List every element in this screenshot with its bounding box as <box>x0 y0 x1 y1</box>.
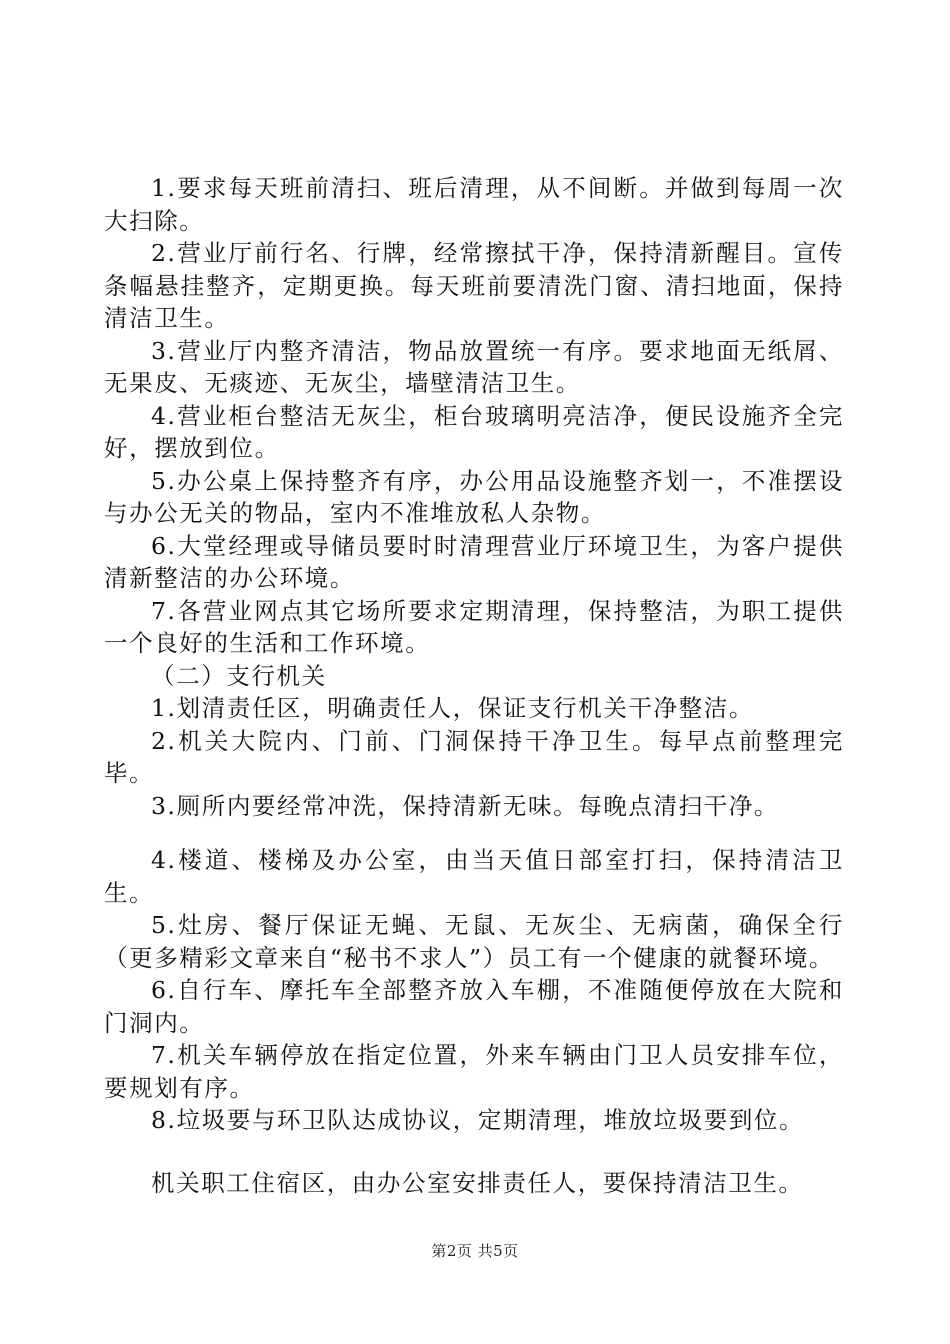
paragraph-hall-item-1: 1.要求每天班前清扫、班后清理，从不间断。并做到每周一次大扫除。 <box>104 174 844 235</box>
paragraph-office-item-1: 1.划清责任区，明确责任人，保证支行机关干净整洁。 <box>151 694 754 722</box>
paragraph-office-item-8: 8.垃圾要与环卫队达成协议，定期清理，堆放垃圾要到位。 <box>151 1106 805 1134</box>
paragraph-office-item-6: 6.自行车、摩托车全部整齐放入车棚，不准随便停放在大院和门洞内。 <box>104 976 844 1037</box>
paragraph-office-item-7: 7.机关车辆停放在指定位置，外来车辆由门卫人员安排车位，要规划有序。 <box>104 1041 844 1102</box>
section-heading-branch-office: （二）支行机关 <box>151 661 327 690</box>
document-body <box>104 172 844 1199</box>
paragraph-hall-item-4: 4.营业柜台整洁无灰尘，柜台玻璃明亮洁净，便民设施齐全完好，摆放到位。 <box>104 401 844 462</box>
paragraph-hall-item-7: 7.各营业网点其它场所要求定期清理，保持整洁，为职工提供一个良好的生活和工作环境。 <box>104 596 844 657</box>
paragraph-office-item-3: 3.厕所内要经常冲洗，保持清新无味。每晚点清扫干净。 <box>151 791 780 820</box>
paragraph-hall-item-3: 3.营业厅内整齐清洁，物品放置统一有序。要求地面无纸屑、无果皮、无痰迹、无灰尘，墙壁清洁卫生。 <box>104 336 844 397</box>
paragraph-dormitory: 机关职工住宿区，由办公室安排责任人，要保持清洁卫生。 <box>151 1168 804 1197</box>
paragraph-hall-item-6: 6.大堂经理或导储员要时时清理营业厅环境卫生，为客户提供清新整洁的办公环境。 <box>104 531 844 592</box>
paragraph-office-item-4: 4.楼道、楼梯及办公室，由当天值日部室打扫，保持清洁卫生。 <box>104 846 844 907</box>
paragraph-hall-item-5: 5.办公桌上保持整齐有序，办公用品设施整齐划一，不准摆设与办公无关的物品，室内不准堆放私人杂物。 <box>104 466 844 527</box>
paragraph-office-item-5: 5.灶房、餐厅保证无蝇、无鼠、无灰尘、无病菌，确保全行（更多精彩文章来自“秘书不求人”）员工有一个健康的就餐环境。 <box>104 911 844 972</box>
paragraph-office-item-2: 2.机关大院内、门前、门洞保持干净卫生。每早点前整理完毕。 <box>104 726 844 787</box>
page-number-footer: 第2页 共5页 <box>431 1242 519 1260</box>
paragraph-hall-item-2: 2.营业厅前行名、行牌，经常擦拭干净，保持清新醒目。宣传条幅悬挂整齐，定期更换。每天班前要清洗门窗、清扫地面，保持清洁卫生。 <box>104 239 844 332</box>
